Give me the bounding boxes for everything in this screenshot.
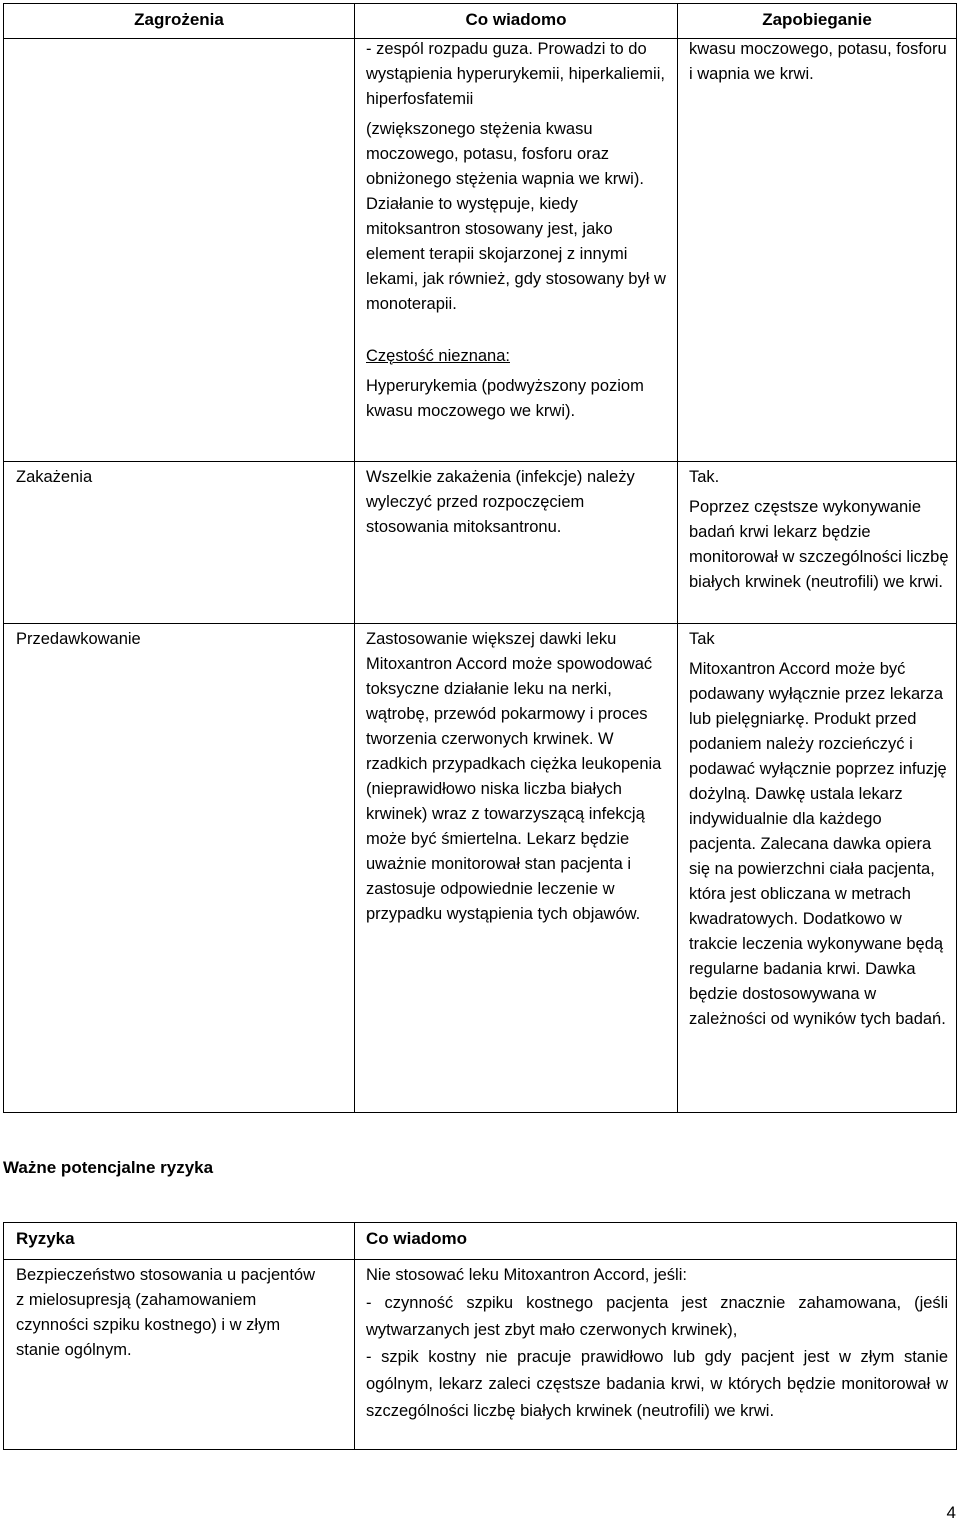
risk-overdose: Przedawkowanie bbox=[16, 630, 141, 648]
section-title: Ważne potencjalne ryzyka bbox=[3, 1158, 214, 1177]
prevention-infections bbox=[689, 465, 954, 595]
known-continuation bbox=[366, 37, 671, 424]
known-text: Hyperurykemia (podwyższony poziom kwasu moczowego we krwi). bbox=[366, 377, 644, 420]
column-divider bbox=[677, 4, 678, 1112]
header-prevention: Zapobieganie bbox=[762, 10, 872, 29]
known-text: Wszelkie zakażenia (infekcje) należy wyleczyć przed rozpoczęciem stosowania mitoksantronu. bbox=[366, 468, 635, 536]
known-text: (zwiększonego stężenia kwasu moczowego, potasu, fosforu oraz obniżonego stężenia wapnia we krwi). Działanie to występuje, kiedy mitoksantron stosowany jest, jako element terapii skojarzonej z innymi lekami, jak również, gdy stosowany był w monoterapii. bbox=[366, 120, 666, 313]
header-known: Co wiadomo bbox=[366, 1229, 468, 1248]
frequency-label: Częstość nieznana: bbox=[366, 347, 510, 365]
known-infections bbox=[366, 465, 666, 540]
prevention-answer: Tak bbox=[689, 630, 715, 648]
known-text: - zespól rozpadu guza. Prowadzi to do wystąpienia hyperurykemii, hiperkaliemii, hiperfosfatemii bbox=[366, 40, 665, 108]
prevention-continuation: kwasu moczowego, potasu, fosforu i wapnia we krwi. bbox=[689, 40, 947, 83]
known-text: Nie stosować leku Mitoxantron Accord, jeśli: bbox=[366, 1266, 687, 1284]
column-divider bbox=[354, 4, 355, 1112]
known-text: Zastosowanie większej dawki leku Mitoxantron Accord może spowodować toksyczne działanie leku na nerki, wątrobę, przewód pokarmowy i proces tworzenia czerwonych krwinek. W rzadkich przypadkach ciężka leukopenia (nieprawidłowo niska liczba białych krwinek) wraz z towarzyszącą infekcją może być śmiertelna. Lekarz będzie uważnie monitorował stan pacjenta i zastosuje odpowiednie leczenie w przypadku wystąpienia tych objawów. bbox=[366, 630, 662, 923]
potential-risk-table bbox=[3, 1222, 957, 1450]
prevention-overdose bbox=[689, 627, 951, 1032]
row-divider bbox=[4, 461, 956, 462]
prevention-answer: Tak. bbox=[689, 468, 720, 486]
known-overdose bbox=[366, 627, 671, 927]
known-text: - szpik kostny nie pracuje prawidłowo lub gdy pacjent jest w złym stanie ogólnym, lekarz zaleci częstsze badania krwi, w których będzie monitorował w szczególności liczbę białych krwinek (neutrofili) we krwi. bbox=[366, 1348, 948, 1420]
header-risks: Ryzyka bbox=[16, 1229, 75, 1248]
row-divider bbox=[4, 623, 956, 624]
risk-table bbox=[3, 3, 957, 1113]
known-text: - czynność szpiku kostnego pacjenta jest znacznie zahamowana, (jeśli wytwarzanych jest zbyt mało czerwonych krwinek), bbox=[366, 1294, 948, 1339]
prevention-text: Poprzez częstsze wykonywanie badań krwi lekarz będzie monitorował w szczególności liczbę białych krwinek (neutrofili) we krwi. bbox=[689, 498, 949, 591]
header-known: Co wiadomo bbox=[465, 10, 567, 29]
risk-infections: Zakażenia bbox=[16, 468, 93, 486]
header-divider bbox=[4, 1259, 956, 1260]
known-myelosuppression bbox=[366, 1263, 948, 1425]
risk-myelosuppression: Bezpieczeństwo stosowania u pacjentów z mielosupresją (zahamowaniem czynności szpiku kostnego) i w złym stanie ogólnym. bbox=[16, 1266, 316, 1359]
column-divider bbox=[354, 1223, 355, 1449]
page-number: 4 bbox=[946, 1503, 956, 1522]
prevention-text: Mitoxantron Accord może być podawany wyłącznie przez lekarza lub pielęgniarkę. Produkt przed podaniem należy rozcieńczyć i podawać wyłącznie poprzez infuzję dożylną. Dawkę ustala lekarz indywidualnie dla każdego pacjenta. Zalecana dawka opiera się na powierzchni ciała pacjenta, która jest obliczana w metrach kwadratowych. Dodatkowo w trakcie leczenia wykonywane będą regularne badania krwi. Dawka będzie dostosowywana w zależności od wyników tych badań. bbox=[689, 660, 947, 1028]
header-threats: Zagrożenia bbox=[134, 10, 224, 29]
